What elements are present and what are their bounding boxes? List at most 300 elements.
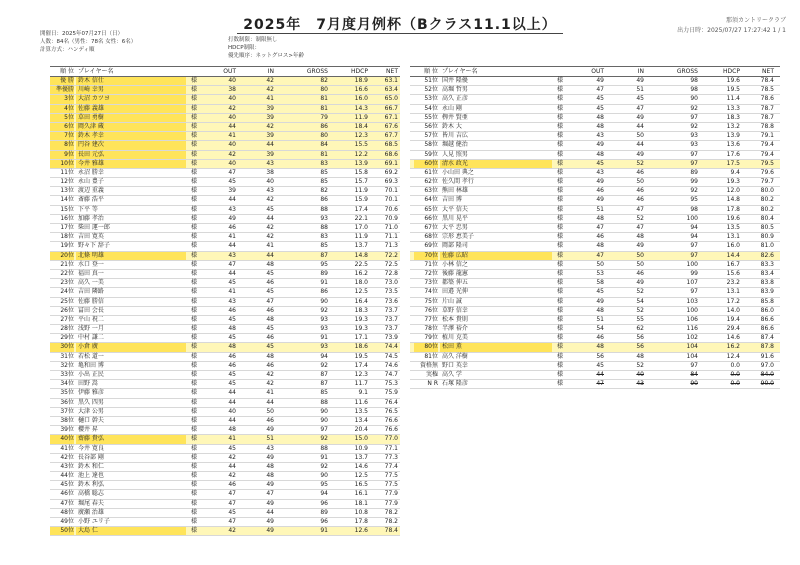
net-score: 67.1 <box>384 113 398 121</box>
rank-cell: 77位 <box>424 315 438 323</box>
table-row <box>410 86 780 95</box>
honorific: 様 <box>190 205 197 213</box>
out-score: 45 <box>228 178 236 186</box>
out-score: 42 <box>228 453 236 461</box>
table-row <box>50 178 400 187</box>
honorific: 様 <box>190 499 197 507</box>
hdcp-value: 0.0 <box>730 371 740 378</box>
gross-score: 88 <box>320 444 328 452</box>
hdcp-value: 18.6 <box>354 343 368 351</box>
table-row <box>50 445 400 454</box>
out-score: 40 <box>228 113 236 121</box>
out-score: 47 <box>596 224 604 231</box>
honorific: 様 <box>556 260 563 268</box>
event-date: 開催日：2025年07月27日（日） <box>40 31 123 37</box>
table-row <box>50 463 400 472</box>
in-score: 42 <box>266 233 274 241</box>
rank-cell: 47位 <box>60 499 74 507</box>
gross-score: 100 <box>686 306 698 314</box>
net-score: 77.5 <box>384 472 398 480</box>
out-score: 46 <box>596 187 604 195</box>
in-score: 52 <box>636 306 644 314</box>
hdcp-value: 19.5 <box>726 86 740 94</box>
honorific: 様 <box>190 453 197 461</box>
honorific: 様 <box>190 214 197 222</box>
out-score: 42 <box>228 104 236 112</box>
net-score: 77.9 <box>384 499 398 507</box>
rank-cell: 81位 <box>424 352 438 360</box>
table-row <box>410 215 780 224</box>
hdcp-value: 19.3 <box>354 315 368 323</box>
hdcp-value: 23.2 <box>726 279 740 287</box>
hdcp-value: 18.0 <box>354 279 368 287</box>
rank-cell: 35位 <box>60 389 74 397</box>
player-name: 大津 公男 <box>78 407 104 415</box>
gross-score: 91 <box>320 334 328 342</box>
in-score: 49 <box>266 453 274 461</box>
gross-score: 92 <box>320 361 328 369</box>
player-name: 都築 伸五 <box>442 279 468 287</box>
rank-cell: 80位 <box>414 343 438 351</box>
net-score: 69.2 <box>384 168 398 176</box>
table-row <box>50 389 400 398</box>
player-name: 高久 正彦 <box>442 95 468 103</box>
gross-score: 95 <box>690 196 698 204</box>
player-name: 宗形 恵美子 <box>442 233 474 241</box>
rank-cell: 14位 <box>60 196 74 204</box>
in-score: 48 <box>266 462 274 470</box>
in-score: 49 <box>266 499 274 507</box>
priority-order: 優先順序：ネットグロス>年齢 <box>228 53 304 59</box>
table-row <box>50 325 400 334</box>
rank-cell: 4位 <box>50 105 74 113</box>
honorific: 様 <box>190 104 197 112</box>
player-name: 堀尾 春夫 <box>78 499 104 507</box>
player-name: 皆川 吉広 <box>442 132 468 140</box>
player-name: 永山 剛 <box>442 104 462 112</box>
header-net: NET <box>762 68 774 75</box>
net-score: 90.0 <box>760 380 774 388</box>
rank-cell: 63位 <box>424 187 438 195</box>
in-score: 45 <box>266 325 274 333</box>
gross-score: 81 <box>320 104 328 112</box>
in-score: 38 <box>266 168 274 176</box>
out-score: 45 <box>228 371 236 378</box>
table-row <box>50 141 400 150</box>
player-name: 後藤 龍憲 <box>442 269 468 277</box>
table-row <box>410 362 780 371</box>
page-title-text: 2025年 7月度月例杯（Bクラス11.1以上） <box>237 17 563 34</box>
net-score: 91.6 <box>760 352 774 360</box>
rank-cell: 22位 <box>60 269 74 277</box>
gross-score: 89 <box>320 269 328 277</box>
in-score: 47 <box>266 490 274 498</box>
event-info <box>40 30 136 54</box>
in-score: 42 <box>266 196 274 204</box>
net-score: 83.4 <box>760 269 774 277</box>
net-score: 83.3 <box>760 260 774 268</box>
net-score: 74.5 <box>384 352 398 360</box>
net-score: 83.9 <box>760 288 774 296</box>
net-score: 67.6 <box>384 122 398 130</box>
player-name: 田邉 光伸 <box>442 288 468 296</box>
gross-score: 104 <box>686 352 698 360</box>
in-score: 45 <box>266 205 274 213</box>
hdcp-value: 16.7 <box>726 260 740 268</box>
hdcp-value: 12.4 <box>726 352 740 360</box>
hdcp-value: 12.3 <box>354 371 368 378</box>
table-row <box>50 196 400 205</box>
net-score: 70.6 <box>384 205 398 213</box>
in-score: 52 <box>636 214 644 222</box>
honorific: 様 <box>556 187 563 195</box>
table-row <box>410 279 780 288</box>
in-score: 46 <box>266 416 274 424</box>
net-score: 73.6 <box>384 297 398 305</box>
net-score: 68.6 <box>384 150 398 158</box>
net-score: 75.3 <box>384 380 398 388</box>
rank-cell: 34位 <box>60 380 74 388</box>
net-score: 74.7 <box>384 371 398 378</box>
table-row <box>410 371 780 380</box>
net-score: 75.9 <box>384 389 398 397</box>
hdcp-value: 17.8 <box>726 205 740 213</box>
table-row <box>50 298 400 307</box>
in-score: 45 <box>266 269 274 277</box>
net-score: 87.8 <box>760 343 774 351</box>
in-score: 47 <box>266 297 274 305</box>
gross-score: 99 <box>690 269 698 277</box>
out-score: 39 <box>228 187 236 195</box>
gross-score: 98 <box>690 86 698 94</box>
rank-cell: 11位 <box>60 168 74 176</box>
hdcp-value: 14.4 <box>726 251 740 259</box>
in-score: 46 <box>266 279 274 287</box>
player-name: 今井 雅雄 <box>76 160 186 168</box>
gross-score: 79 <box>320 113 328 121</box>
in-score: 51 <box>636 86 644 94</box>
rank-cell: 46位 <box>60 490 74 498</box>
in-score: 44 <box>266 251 274 259</box>
hdcp-value: 17.4 <box>354 361 368 369</box>
in-score: 44 <box>636 141 644 149</box>
gross-score: 83 <box>320 159 328 167</box>
gross-score: 86 <box>320 196 328 204</box>
honorific: 様 <box>190 279 197 287</box>
table-row <box>410 151 780 160</box>
in-score: 41 <box>266 95 274 103</box>
out-score: 43 <box>228 251 236 259</box>
table-row <box>410 288 780 297</box>
honorific: 様 <box>190 187 197 195</box>
header-gross: GROSS <box>306 68 328 75</box>
table-row <box>50 408 400 417</box>
player-name: 鈴木 和仁 <box>78 462 104 470</box>
player-name: 岡部 隆司 <box>442 242 468 250</box>
gross-score: 97 <box>690 159 698 167</box>
hdcp-value: 17.0 <box>354 224 368 231</box>
gross-score: 87 <box>320 251 328 259</box>
net-score: 77.1 <box>384 444 398 452</box>
table-row <box>50 160 400 169</box>
net-score: 76.6 <box>384 426 398 434</box>
out-score: 58 <box>596 279 604 287</box>
table-row <box>50 343 400 352</box>
net-score: 70.9 <box>384 214 398 222</box>
honorific: 様 <box>556 122 563 130</box>
in-score: 40 <box>266 178 274 186</box>
rank-cell: 76位 <box>424 306 438 314</box>
header-name: プレイヤー名 <box>442 68 478 75</box>
table-row <box>50 435 400 444</box>
player-name: 吉田 寛英 <box>78 233 104 241</box>
rank-cell: 21位 <box>60 260 74 268</box>
rank-cell: 実権 <box>425 371 438 378</box>
table-row <box>50 279 400 288</box>
hdcp-value: 17.5 <box>726 159 740 167</box>
hdcp-value: 14.0 <box>726 306 740 314</box>
gross-score: 94 <box>690 224 698 231</box>
table-row <box>50 114 400 123</box>
player-name: 半澤 裕介 <box>442 325 468 333</box>
printed-at: 出力日時：2025/07/27 17:27:42 1 / 1 <box>677 27 786 34</box>
gross-score: 81 <box>320 95 328 103</box>
in-score: 50 <box>636 260 644 268</box>
header-in: IN <box>637 68 644 75</box>
table-row <box>410 114 780 123</box>
gross-score: 92 <box>690 104 698 112</box>
out-score: 49 <box>596 297 604 305</box>
rank-cell: 56位 <box>424 122 438 130</box>
rank-cell: 17位 <box>60 224 74 231</box>
rank-cell: 50位 <box>50 527 74 535</box>
hdcp-value: 15.9 <box>354 196 368 204</box>
honorific: 様 <box>556 205 563 213</box>
table-row <box>50 86 400 95</box>
hdcp-value: 19.6 <box>726 77 740 84</box>
gross-score: 103 <box>686 297 698 305</box>
rank-cell: 44位 <box>60 472 74 480</box>
honorific: 様 <box>190 343 197 351</box>
hdcp-value: 0.0 <box>730 380 740 388</box>
out-score: 45 <box>228 279 236 287</box>
out-score: 44 <box>228 269 236 277</box>
table-row <box>50 206 400 215</box>
in-score: 44 <box>266 398 274 406</box>
player-name: 高久 一美 <box>78 279 104 287</box>
in-score: 42 <box>266 224 274 231</box>
gross-score: 87 <box>320 371 328 378</box>
rank-cell: 59位 <box>424 150 438 158</box>
net-score: 78.5 <box>760 86 774 94</box>
honorific: 様 <box>190 435 197 443</box>
net-score: 65.0 <box>384 95 398 103</box>
table-row <box>410 353 780 362</box>
player-name: 黒久 四男 <box>78 398 104 406</box>
in-score: 49 <box>266 426 274 434</box>
header-net: NET <box>386 68 398 75</box>
gross-score: 91 <box>320 279 328 287</box>
gross-score: 97 <box>690 251 698 259</box>
gross-score: 80 <box>320 86 328 94</box>
player-name: 松田 薫 <box>440 343 552 351</box>
hdcp-limit: HDCP制限： <box>228 45 261 51</box>
table-row <box>50 417 400 426</box>
in-score: 49 <box>266 527 274 535</box>
out-score: 45 <box>596 104 604 112</box>
out-score: 40 <box>228 95 236 103</box>
net-score: 80.2 <box>760 196 774 204</box>
header-gross: GROSS <box>676 68 698 75</box>
rank-cell: 55位 <box>424 113 438 121</box>
table-row <box>50 362 400 371</box>
hdcp-value: 13.9 <box>354 159 368 167</box>
out-score: 43 <box>228 205 236 213</box>
gross-score: 97 <box>690 242 698 250</box>
gross-score: 106 <box>686 315 698 323</box>
hdcp-value: 15.0 <box>354 435 368 443</box>
player-name: 松本 貴則 <box>442 315 468 323</box>
net-score: 83.8 <box>760 279 774 287</box>
net-score: 72.2 <box>384 251 398 259</box>
out-score: 47 <box>228 490 236 498</box>
table-row <box>410 160 780 169</box>
in-score: 50 <box>636 132 644 140</box>
rank-cell: 20位 <box>50 252 74 260</box>
out-score: 45 <box>228 334 236 342</box>
hdcp-value: 16.5 <box>354 481 368 489</box>
honorific: 様 <box>190 472 197 480</box>
player-name: 池上 達也 <box>78 472 104 480</box>
hdcp-value: 15.6 <box>726 269 740 277</box>
in-score: 39 <box>266 104 274 112</box>
hdcp-value: 14.8 <box>354 251 368 259</box>
honorific: 様 <box>190 178 197 186</box>
table-row <box>410 141 780 150</box>
in-score: 47 <box>636 104 644 112</box>
gross-score: 90 <box>690 380 698 388</box>
net-score: 68.5 <box>384 141 398 149</box>
out-score: 49 <box>596 77 604 84</box>
gross-score: 100 <box>686 214 698 222</box>
table-row <box>410 95 780 104</box>
table-row <box>410 298 780 307</box>
player-name: 大島 仁 <box>76 527 186 535</box>
gross-score: 86 <box>320 288 328 296</box>
table-row <box>50 270 400 279</box>
rank-cell: 31位 <box>60 352 74 360</box>
rank-cell: 15位 <box>60 205 74 213</box>
in-score: 42 <box>266 380 274 388</box>
honorific: 様 <box>190 159 197 167</box>
rank-cell: 36位 <box>60 398 74 406</box>
gross-score: 90 <box>320 407 328 415</box>
in-score: 41 <box>266 242 274 250</box>
hdcp-value: 12.3 <box>354 132 368 140</box>
gross-score: 90 <box>320 297 328 305</box>
gross-score: 85 <box>320 389 328 397</box>
player-name: 草野 信幸 <box>442 306 468 314</box>
table-body <box>410 77 780 389</box>
rank-cell: 33位 <box>60 371 74 378</box>
net-score: 76.4 <box>384 398 398 406</box>
player-name: 加藤 孝治 <box>78 214 104 222</box>
table-row <box>50 95 400 104</box>
rank-cell: 79位 <box>424 334 438 342</box>
honorific: 様 <box>190 141 197 149</box>
table-row <box>410 123 780 132</box>
gross-score: 82 <box>320 77 328 84</box>
gross-score: 96 <box>320 518 328 525</box>
gross-score: 85 <box>320 178 328 186</box>
player-name: 鈴木 孝幸 <box>76 132 186 140</box>
table-row <box>50 288 400 297</box>
table-row <box>50 123 400 132</box>
player-name: 斎藤 浩平 <box>78 196 104 204</box>
in-score: 42 <box>266 371 274 378</box>
hdcp-value: 11.9 <box>354 233 368 241</box>
hdcp-value: 16.6 <box>354 86 368 94</box>
rank-cell: 60位 <box>414 160 438 168</box>
player-name: 浅野 一月 <box>78 325 104 333</box>
hdcp-value: 19.5 <box>354 352 368 360</box>
net-score: 79.4 <box>760 150 774 158</box>
rank-cell: 40位 <box>50 435 74 443</box>
player-name: 小倉 廣 <box>76 343 186 351</box>
player-name: 廣瀬 治雄 <box>78 508 104 516</box>
player-name: 若松 道一 <box>78 352 104 360</box>
honorific: 様 <box>190 416 197 424</box>
out-score: 44 <box>228 242 236 250</box>
out-score: 38 <box>228 86 236 94</box>
honorific: 様 <box>190 426 197 434</box>
player-name: 長田 元弘 <box>76 151 186 159</box>
in-score: 46 <box>266 306 274 314</box>
in-score: 43 <box>266 187 274 195</box>
rank-cell: 資格無 <box>419 361 438 369</box>
net-score: 73.7 <box>384 325 398 333</box>
out-score: 48 <box>596 150 604 158</box>
table-row <box>50 334 400 343</box>
net-score: 86.6 <box>760 325 774 333</box>
honorific: 様 <box>190 269 197 277</box>
honorific: 様 <box>190 352 197 360</box>
rank-cell: 42位 <box>60 453 74 461</box>
rank-cell: 61位 <box>424 168 438 176</box>
hdcp-value: 11.7 <box>354 380 368 388</box>
honorific: 様 <box>556 95 563 103</box>
in-score: 44 <box>266 214 274 222</box>
hdcp-value: 14.8 <box>726 196 740 204</box>
player-name: 鈴木 大 <box>442 122 462 130</box>
net-score: 82.6 <box>760 251 774 259</box>
in-score: 46 <box>636 196 644 204</box>
hdcp-value: 22.1 <box>354 214 368 222</box>
in-score: 42 <box>266 86 274 94</box>
hdcp-value: 13.3 <box>726 104 740 112</box>
rank-cell: 27位 <box>60 315 74 323</box>
player-name: 円谷 建次 <box>76 141 186 149</box>
honorific: 様 <box>556 380 563 388</box>
hdcp-value: 12.6 <box>354 527 368 535</box>
honorific: 様 <box>190 334 197 342</box>
gross-score: 94 <box>690 233 698 241</box>
out-score: 45 <box>596 159 604 167</box>
table-row <box>50 490 400 499</box>
in-score: 49 <box>636 113 644 121</box>
gross-score: 84 <box>320 141 328 149</box>
rank-cell: N R <box>427 380 438 388</box>
